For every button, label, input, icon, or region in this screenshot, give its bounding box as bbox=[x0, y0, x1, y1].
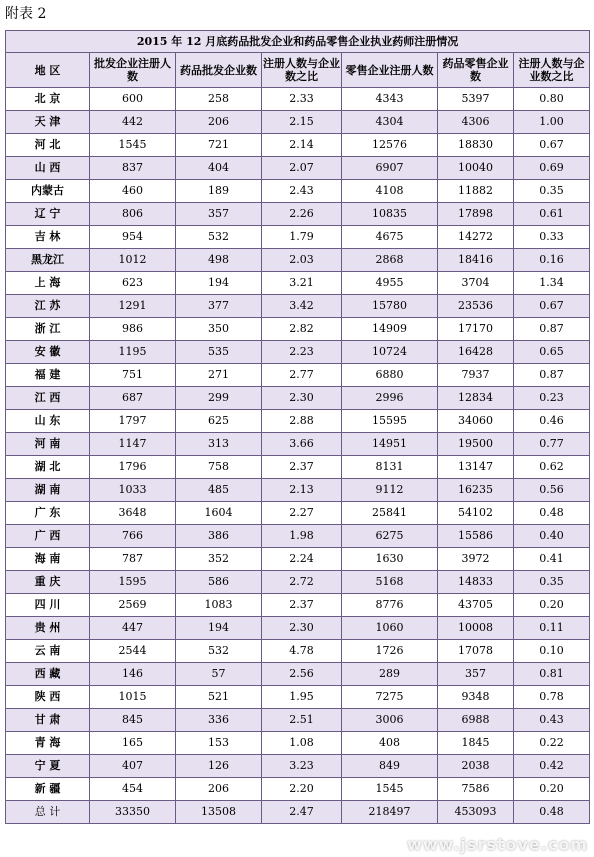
cell-region: 西 藏 bbox=[6, 663, 90, 686]
table-row bbox=[6, 364, 590, 387]
cell-region: 江 苏 bbox=[6, 295, 90, 318]
table-row bbox=[6, 88, 590, 111]
cell-wholesale-ratio: 2.33 bbox=[262, 88, 342, 111]
cell-retail-enterprises: 5397 bbox=[438, 88, 514, 111]
table-row bbox=[6, 686, 590, 709]
cell-retail-registered: 15780 bbox=[342, 295, 438, 318]
cell-region: 浙 江 bbox=[6, 318, 90, 341]
cell-wholesale-ratio: 2.30 bbox=[262, 387, 342, 410]
cell-retail-registered: 8776 bbox=[342, 594, 438, 617]
cell-retail-registered: 25841 bbox=[342, 502, 438, 525]
cell-wholesale-enterprises: 532 bbox=[176, 640, 262, 663]
cell-wholesale-registered: 1545 bbox=[90, 134, 176, 157]
cell-wholesale-ratio: 2.03 bbox=[262, 249, 342, 272]
cell-wholesale-registered: 751 bbox=[90, 364, 176, 387]
cell-wholesale-enterprises: 535 bbox=[176, 341, 262, 364]
cell-retail-registered: 289 bbox=[342, 663, 438, 686]
cell-retail-ratio: 0.77 bbox=[514, 433, 590, 456]
cell-wholesale-enterprises: 194 bbox=[176, 272, 262, 295]
cell-retail-enterprises: 10040 bbox=[438, 157, 514, 180]
cell-region: 北 京 bbox=[6, 88, 90, 111]
cell-wholesale-enterprises: 258 bbox=[176, 88, 262, 111]
cell-retail-enterprises: 3972 bbox=[438, 548, 514, 571]
cell-region: 河 南 bbox=[6, 433, 90, 456]
cell-region: 辽 宁 bbox=[6, 203, 90, 226]
cell-wholesale-ratio: 2.88 bbox=[262, 410, 342, 433]
table-row bbox=[6, 295, 590, 318]
cell-wholesale-enterprises: 271 bbox=[176, 364, 262, 387]
cell-region: 海 南 bbox=[6, 548, 90, 571]
cell-wholesale-registered: 165 bbox=[90, 732, 176, 755]
cell-wholesale-registered: 407 bbox=[90, 755, 176, 778]
cell-wholesale-registered: 1012 bbox=[90, 249, 176, 272]
cell-retail-enterprises: 14833 bbox=[438, 571, 514, 594]
cell-retail-registered: 1060 bbox=[342, 617, 438, 640]
header-wholesale-enterprises: 药品批发企业数 bbox=[176, 53, 262, 88]
cell-wholesale-ratio: 2.43 bbox=[262, 180, 342, 203]
cell-region: 广 东 bbox=[6, 502, 90, 525]
cell-retail-enterprises: 453093 bbox=[438, 801, 514, 824]
cell-wholesale-registered: 33350 bbox=[90, 801, 176, 824]
cell-retail-ratio: 0.20 bbox=[514, 594, 590, 617]
cell-retail-enterprises: 10008 bbox=[438, 617, 514, 640]
cell-wholesale-enterprises: 1604 bbox=[176, 502, 262, 525]
header-wholesale-registered: 批发企业注册人数 bbox=[90, 53, 176, 88]
cell-wholesale-ratio: 2.77 bbox=[262, 364, 342, 387]
cell-wholesale-enterprises: 532 bbox=[176, 226, 262, 249]
cell-wholesale-ratio: 2.51 bbox=[262, 709, 342, 732]
cell-wholesale-registered: 1147 bbox=[90, 433, 176, 456]
cell-wholesale-ratio: 1.98 bbox=[262, 525, 342, 548]
cell-wholesale-enterprises: 498 bbox=[176, 249, 262, 272]
cell-wholesale-registered: 766 bbox=[90, 525, 176, 548]
cell-wholesale-enterprises: 625 bbox=[176, 410, 262, 433]
table-row bbox=[6, 134, 590, 157]
cell-region: 天 津 bbox=[6, 111, 90, 134]
cell-wholesale-registered: 1195 bbox=[90, 341, 176, 364]
cell-retail-ratio: 0.65 bbox=[514, 341, 590, 364]
cell-retail-enterprises: 19500 bbox=[438, 433, 514, 456]
cell-retail-ratio: 0.48 bbox=[514, 502, 590, 525]
cell-retail-registered: 6880 bbox=[342, 364, 438, 387]
cell-retail-registered: 6275 bbox=[342, 525, 438, 548]
cell-retail-registered: 408 bbox=[342, 732, 438, 755]
table-header-row bbox=[6, 53, 590, 88]
table-title: 2015 年 12 月底药品批发企业和药品零售企业执业药师注册情况 bbox=[6, 31, 590, 53]
table-row bbox=[6, 433, 590, 456]
cell-wholesale-enterprises: 57 bbox=[176, 663, 262, 686]
table-row bbox=[6, 157, 590, 180]
cell-wholesale-enterprises: 485 bbox=[176, 479, 262, 502]
cell-wholesale-ratio: 1.95 bbox=[262, 686, 342, 709]
cell-retail-ratio: 0.69 bbox=[514, 157, 590, 180]
cell-retail-enterprises: 3704 bbox=[438, 272, 514, 295]
cell-retail-enterprises: 9348 bbox=[438, 686, 514, 709]
cell-retail-ratio: 0.16 bbox=[514, 249, 590, 272]
cell-retail-registered: 5168 bbox=[342, 571, 438, 594]
cell-wholesale-ratio: 2.24 bbox=[262, 548, 342, 571]
cell-wholesale-enterprises: 377 bbox=[176, 295, 262, 318]
cell-retail-registered: 6907 bbox=[342, 157, 438, 180]
cell-retail-registered: 1630 bbox=[342, 548, 438, 571]
cell-retail-enterprises: 6988 bbox=[438, 709, 514, 732]
cell-region: 贵 州 bbox=[6, 617, 90, 640]
table-row bbox=[6, 732, 590, 755]
cell-wholesale-enterprises: 357 bbox=[176, 203, 262, 226]
cell-wholesale-ratio: 2.23 bbox=[262, 341, 342, 364]
table-row bbox=[6, 456, 590, 479]
cell-retail-ratio: 0.87 bbox=[514, 318, 590, 341]
cell-region: 总 计 bbox=[6, 801, 90, 824]
cell-retail-ratio: 0.35 bbox=[514, 571, 590, 594]
header-retail-registered: 零售企业注册人数 bbox=[342, 53, 438, 88]
table-row bbox=[6, 709, 590, 732]
header-wholesale-ratio: 注册人数与企业数之比 bbox=[262, 53, 342, 88]
cell-wholesale-registered: 1797 bbox=[90, 410, 176, 433]
cell-region: 青 海 bbox=[6, 732, 90, 755]
table-row bbox=[6, 571, 590, 594]
cell-wholesale-ratio: 2.37 bbox=[262, 456, 342, 479]
cell-wholesale-ratio: 2.47 bbox=[262, 801, 342, 824]
cell-retail-ratio: 0.42 bbox=[514, 755, 590, 778]
cell-retail-registered: 10724 bbox=[342, 341, 438, 364]
cell-wholesale-registered: 1595 bbox=[90, 571, 176, 594]
cell-wholesale-enterprises: 336 bbox=[176, 709, 262, 732]
cell-retail-ratio: 1.00 bbox=[514, 111, 590, 134]
cell-wholesale-enterprises: 1083 bbox=[176, 594, 262, 617]
cell-retail-registered: 2996 bbox=[342, 387, 438, 410]
cell-wholesale-enterprises: 352 bbox=[176, 548, 262, 571]
cell-region: 新 疆 bbox=[6, 778, 90, 801]
cell-retail-registered: 14909 bbox=[342, 318, 438, 341]
cell-retail-ratio: 1.34 bbox=[514, 272, 590, 295]
cell-retail-ratio: 0.87 bbox=[514, 364, 590, 387]
cell-wholesale-enterprises: 350 bbox=[176, 318, 262, 341]
cell-region: 甘 肃 bbox=[6, 709, 90, 732]
cell-retail-enterprises: 7586 bbox=[438, 778, 514, 801]
cell-wholesale-registered: 600 bbox=[90, 88, 176, 111]
table-row bbox=[6, 663, 590, 686]
cell-retail-enterprises: 1845 bbox=[438, 732, 514, 755]
cell-wholesale-enterprises: 194 bbox=[176, 617, 262, 640]
cell-wholesale-registered: 2544 bbox=[90, 640, 176, 663]
cell-retail-ratio: 0.67 bbox=[514, 295, 590, 318]
table-caption: 附表 2 bbox=[5, 6, 47, 22]
cell-retail-ratio: 0.46 bbox=[514, 410, 590, 433]
table-row bbox=[6, 111, 590, 134]
cell-retail-registered: 15595 bbox=[342, 410, 438, 433]
table-row bbox=[6, 525, 590, 548]
cell-region: 广 西 bbox=[6, 525, 90, 548]
table-row bbox=[6, 272, 590, 295]
header-retail-ratio: 注册人数与企业数之比 bbox=[514, 53, 590, 88]
cell-region: 陕 西 bbox=[6, 686, 90, 709]
cell-wholesale-ratio: 3.21 bbox=[262, 272, 342, 295]
cell-retail-enterprises: 16235 bbox=[438, 479, 514, 502]
cell-wholesale-enterprises: 521 bbox=[176, 686, 262, 709]
watermark: www.jsrstove.com bbox=[407, 835, 588, 854]
cell-retail-enterprises: 17078 bbox=[438, 640, 514, 663]
table-row bbox=[6, 249, 590, 272]
table-row bbox=[6, 594, 590, 617]
cell-retail-registered: 4955 bbox=[342, 272, 438, 295]
table-row bbox=[6, 318, 590, 341]
cell-retail-ratio: 0.61 bbox=[514, 203, 590, 226]
cell-retail-ratio: 0.67 bbox=[514, 134, 590, 157]
cell-retail-ratio: 0.62 bbox=[514, 456, 590, 479]
cell-retail-enterprises: 23536 bbox=[438, 295, 514, 318]
cell-region: 安 徽 bbox=[6, 341, 90, 364]
cell-wholesale-registered: 845 bbox=[90, 709, 176, 732]
cell-retail-enterprises: 15586 bbox=[438, 525, 514, 548]
cell-retail-registered: 2868 bbox=[342, 249, 438, 272]
cell-wholesale-ratio: 2.72 bbox=[262, 571, 342, 594]
cell-retail-registered: 12576 bbox=[342, 134, 438, 157]
cell-wholesale-ratio: 2.30 bbox=[262, 617, 342, 640]
cell-wholesale-ratio: 2.56 bbox=[262, 663, 342, 686]
cell-wholesale-registered: 806 bbox=[90, 203, 176, 226]
cell-retail-ratio: 0.10 bbox=[514, 640, 590, 663]
cell-retail-ratio: 0.11 bbox=[514, 617, 590, 640]
cell-region: 湖 南 bbox=[6, 479, 90, 502]
table-row bbox=[6, 548, 590, 571]
cell-retail-enterprises: 17170 bbox=[438, 318, 514, 341]
cell-retail-enterprises: 357 bbox=[438, 663, 514, 686]
table-row bbox=[6, 640, 590, 663]
cell-region: 宁 夏 bbox=[6, 755, 90, 778]
cell-retail-registered: 10835 bbox=[342, 203, 438, 226]
cell-retail-registered: 1726 bbox=[342, 640, 438, 663]
registration-table bbox=[5, 30, 590, 824]
cell-region: 重 庆 bbox=[6, 571, 90, 594]
cell-retail-ratio: 0.81 bbox=[514, 663, 590, 686]
cell-retail-enterprises: 13147 bbox=[438, 456, 514, 479]
cell-retail-enterprises: 18830 bbox=[438, 134, 514, 157]
table-row bbox=[6, 203, 590, 226]
cell-wholesale-registered: 454 bbox=[90, 778, 176, 801]
cell-retail-enterprises: 2038 bbox=[438, 755, 514, 778]
cell-retail-enterprises: 12834 bbox=[438, 387, 514, 410]
cell-retail-registered: 8131 bbox=[342, 456, 438, 479]
cell-wholesale-registered: 442 bbox=[90, 111, 176, 134]
cell-wholesale-ratio: 2.37 bbox=[262, 594, 342, 617]
cell-region: 福 建 bbox=[6, 364, 90, 387]
cell-region: 黑龙江 bbox=[6, 249, 90, 272]
cell-region: 河 北 bbox=[6, 134, 90, 157]
cell-retail-registered: 3006 bbox=[342, 709, 438, 732]
cell-wholesale-enterprises: 586 bbox=[176, 571, 262, 594]
cell-retail-enterprises: 17898 bbox=[438, 203, 514, 226]
table-row bbox=[6, 755, 590, 778]
cell-wholesale-enterprises: 13508 bbox=[176, 801, 262, 824]
header-retail-enterprises: 药品零售企业数 bbox=[438, 53, 514, 88]
cell-retail-enterprises: 16428 bbox=[438, 341, 514, 364]
cell-wholesale-ratio: 2.27 bbox=[262, 502, 342, 525]
table-row bbox=[6, 778, 590, 801]
cell-wholesale-enterprises: 721 bbox=[176, 134, 262, 157]
table-row bbox=[6, 410, 590, 433]
cell-wholesale-enterprises: 758 bbox=[176, 456, 262, 479]
table-row bbox=[6, 226, 590, 249]
cell-wholesale-enterprises: 404 bbox=[176, 157, 262, 180]
cell-retail-enterprises: 11882 bbox=[438, 180, 514, 203]
cell-retail-enterprises: 34060 bbox=[438, 410, 514, 433]
cell-wholesale-registered: 954 bbox=[90, 226, 176, 249]
cell-retail-ratio: 0.20 bbox=[514, 778, 590, 801]
cell-retail-registered: 7275 bbox=[342, 686, 438, 709]
cell-wholesale-registered: 1015 bbox=[90, 686, 176, 709]
cell-retail-ratio: 0.33 bbox=[514, 226, 590, 249]
cell-retail-enterprises: 43705 bbox=[438, 594, 514, 617]
cell-retail-registered: 4108 bbox=[342, 180, 438, 203]
cell-wholesale-registered: 146 bbox=[90, 663, 176, 686]
cell-region: 云 南 bbox=[6, 640, 90, 663]
table-title-row bbox=[6, 31, 590, 53]
cell-wholesale-ratio: 3.42 bbox=[262, 295, 342, 318]
cell-wholesale-registered: 3648 bbox=[90, 502, 176, 525]
cell-retail-registered: 4343 bbox=[342, 88, 438, 111]
cell-wholesale-ratio: 3.23 bbox=[262, 755, 342, 778]
cell-retail-enterprises: 18416 bbox=[438, 249, 514, 272]
cell-retail-ratio: 0.78 bbox=[514, 686, 590, 709]
cell-wholesale-ratio: 1.08 bbox=[262, 732, 342, 755]
cell-retail-registered: 849 bbox=[342, 755, 438, 778]
cell-retail-registered: 4304 bbox=[342, 111, 438, 134]
cell-wholesale-registered: 986 bbox=[90, 318, 176, 341]
cell-retail-ratio: 0.56 bbox=[514, 479, 590, 502]
cell-wholesale-registered: 2569 bbox=[90, 594, 176, 617]
table-row bbox=[6, 502, 590, 525]
table-row bbox=[6, 387, 590, 410]
cell-retail-registered: 4675 bbox=[342, 226, 438, 249]
cell-region: 吉 林 bbox=[6, 226, 90, 249]
cell-wholesale-registered: 1796 bbox=[90, 456, 176, 479]
cell-wholesale-ratio: 2.15 bbox=[262, 111, 342, 134]
cell-region: 上 海 bbox=[6, 272, 90, 295]
cell-region: 山 西 bbox=[6, 157, 90, 180]
cell-wholesale-ratio: 2.13 bbox=[262, 479, 342, 502]
table-row bbox=[6, 479, 590, 502]
cell-retail-ratio: 0.22 bbox=[514, 732, 590, 755]
cell-retail-ratio: 0.35 bbox=[514, 180, 590, 203]
cell-retail-ratio: 0.40 bbox=[514, 525, 590, 548]
header-region: 地 区 bbox=[6, 53, 90, 88]
cell-retail-ratio: 0.48 bbox=[514, 801, 590, 824]
cell-wholesale-enterprises: 206 bbox=[176, 111, 262, 134]
table-row bbox=[6, 617, 590, 640]
cell-retail-registered: 218497 bbox=[342, 801, 438, 824]
cell-wholesale-enterprises: 386 bbox=[176, 525, 262, 548]
table-row bbox=[6, 341, 590, 364]
cell-retail-enterprises: 14272 bbox=[438, 226, 514, 249]
cell-retail-registered: 14951 bbox=[342, 433, 438, 456]
cell-wholesale-registered: 1291 bbox=[90, 295, 176, 318]
cell-region: 山 东 bbox=[6, 410, 90, 433]
cell-wholesale-enterprises: 299 bbox=[176, 387, 262, 410]
cell-wholesale-ratio: 4.78 bbox=[262, 640, 342, 663]
table-total-row bbox=[6, 801, 590, 824]
cell-wholesale-registered: 787 bbox=[90, 548, 176, 571]
cell-wholesale-enterprises: 189 bbox=[176, 180, 262, 203]
cell-wholesale-ratio: 2.20 bbox=[262, 778, 342, 801]
cell-wholesale-registered: 447 bbox=[90, 617, 176, 640]
cell-retail-registered: 1545 bbox=[342, 778, 438, 801]
cell-retail-enterprises: 7937 bbox=[438, 364, 514, 387]
cell-retail-enterprises: 4306 bbox=[438, 111, 514, 134]
cell-wholesale-registered: 1033 bbox=[90, 479, 176, 502]
cell-wholesale-registered: 687 bbox=[90, 387, 176, 410]
cell-wholesale-ratio: 3.66 bbox=[262, 433, 342, 456]
cell-retail-ratio: 0.41 bbox=[514, 548, 590, 571]
cell-wholesale-ratio: 2.07 bbox=[262, 157, 342, 180]
cell-retail-registered: 9112 bbox=[342, 479, 438, 502]
cell-wholesale-ratio: 2.14 bbox=[262, 134, 342, 157]
cell-region: 江 西 bbox=[6, 387, 90, 410]
cell-wholesale-ratio: 2.82 bbox=[262, 318, 342, 341]
cell-region: 湖 北 bbox=[6, 456, 90, 479]
cell-region: 四 川 bbox=[6, 594, 90, 617]
cell-wholesale-ratio: 1.79 bbox=[262, 226, 342, 249]
cell-retail-ratio: 0.43 bbox=[514, 709, 590, 732]
cell-retail-ratio: 0.80 bbox=[514, 88, 590, 111]
cell-wholesale-registered: 460 bbox=[90, 180, 176, 203]
table-row bbox=[6, 180, 590, 203]
cell-retail-enterprises: 54102 bbox=[438, 502, 514, 525]
cell-wholesale-registered: 623 bbox=[90, 272, 176, 295]
cell-retail-ratio: 0.23 bbox=[514, 387, 590, 410]
cell-wholesale-registered: 837 bbox=[90, 157, 176, 180]
cell-wholesale-enterprises: 126 bbox=[176, 755, 262, 778]
cell-wholesale-enterprises: 153 bbox=[176, 732, 262, 755]
cell-wholesale-ratio: 2.26 bbox=[262, 203, 342, 226]
cell-wholesale-enterprises: 313 bbox=[176, 433, 262, 456]
cell-wholesale-enterprises: 206 bbox=[176, 778, 262, 801]
cell-region: 内蒙古 bbox=[6, 180, 90, 203]
